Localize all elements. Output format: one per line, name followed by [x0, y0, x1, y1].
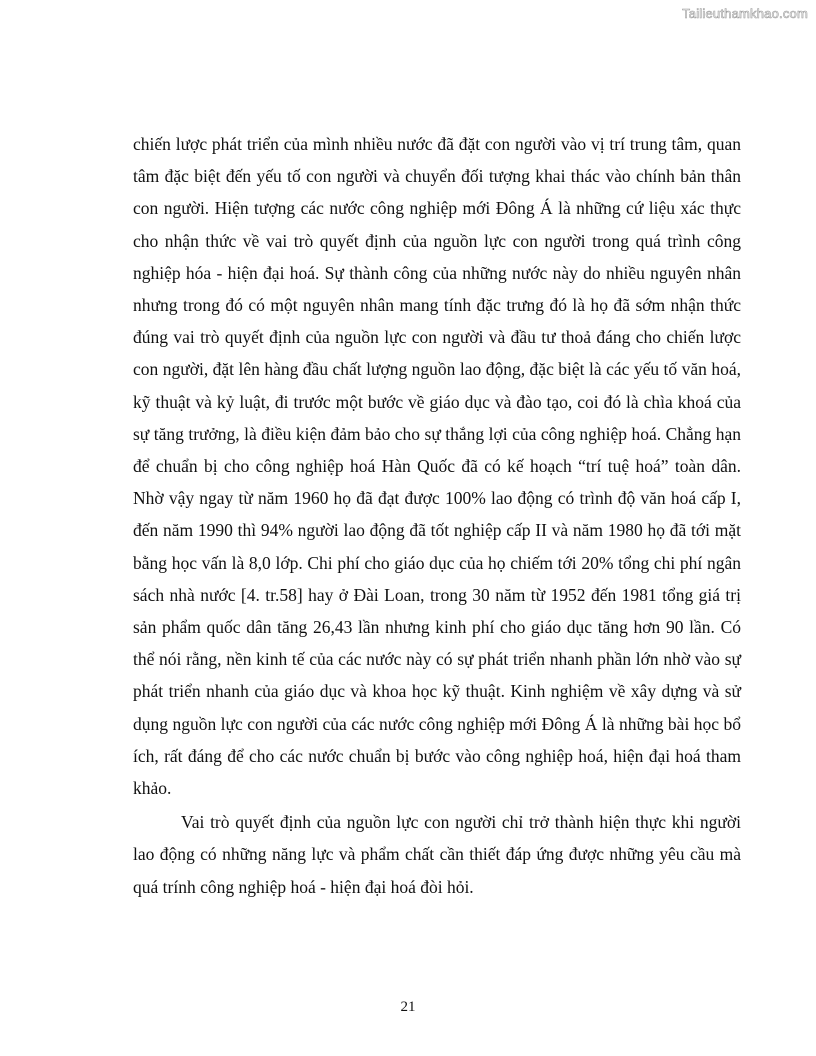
watermark: Tailieuthamkhao.com	[682, 6, 808, 21]
paragraph-2: Vai trò quyết định của nguồn lực con người chỉ trở thành hiện thực khi người lao động có những năng lực và phẩm chất cần thiết đáp ứng được những yêu cầu mà quá trính công nghiệp hoá - hiện đại hoá đòi hỏi.	[133, 812, 741, 897]
page-body	[133, 128, 741, 903]
paragraph-1: chiến lược phát triển của mình nhiều nước đã đặt con người vào vị trí trung tâm, quan tâm đặc biệt đến yếu tố con người và chuyển đối tượng khai thác vào chính bản thân con người. Hiện tượng các nước công nghiệp mới Đông Á là những cứ liệu xác thực cho nhận thức về vai trò quyết định của nguồn lực con người trong quá trình công nghiệp hóa - hiện đại hoá. Sự thành công của những nước này do nhiều nguyên nhân nhưng trong đó có một nguyên nhân mang tính đặc trưng đó là họ đã sớm nhận thức đúng vai trò quyết định của nguồn lực con người và đầu tư thoả đáng cho chiến lược con người, đặt lên hàng đầu chất lượng nguồn lao động, đặc biệt là các yếu tố văn hoá, kỹ thuật và kỷ luật, đi trước một bước về giáo dục và đào tạo, coi đó là chìa khoá của sự tăng trưởng, là điều kiện đảm bảo cho sự thắng lợi của công nghiệp hoá. Chẳng hạn để chuẩn bị cho công nghiệp hoá Hàn Quốc đã có kế hoạch “trí tuệ hoá” toàn dân. Nhờ vậy ngay từ năm 1960 họ đã đạt được 100% lao động có trình độ văn hoá cấp I, đến năm 1990 thì 94% người lao động đã tốt nghiệp cấp II và năm 1980 họ đã tới mặt bằng học vấn là 8,0 lớp. Chi phí cho giáo dục của họ chiếm tới 20% tổng chi phí ngân sách nhà nước [4. tr.58] hay ở Đài Loan, trong 30 năm từ 1952 đến 1981 tổng giá trị sản phẩm quốc dân tăng 26,43 lần nhưng kinh phí cho giáo dục tăng hơn 90 lần. Có thể nói rằng, nền kinh tế của các nước này có sự phát triển nhanh phần lớn nhờ vào sự phát triển nhanh của giáo dục và khoa học kỹ thuật. Kinh nghiệm về xây dựng và sử dụng nguồn lực con người của các nước công nghiệp mới Đông Á là những bài học bổ ích, rất đáng để cho các nước chuẩn bị bước vào công nghiệp hoá, hiện đại hoá tham khảo.	[133, 134, 741, 799]
page-number: 21	[400, 999, 416, 1015]
